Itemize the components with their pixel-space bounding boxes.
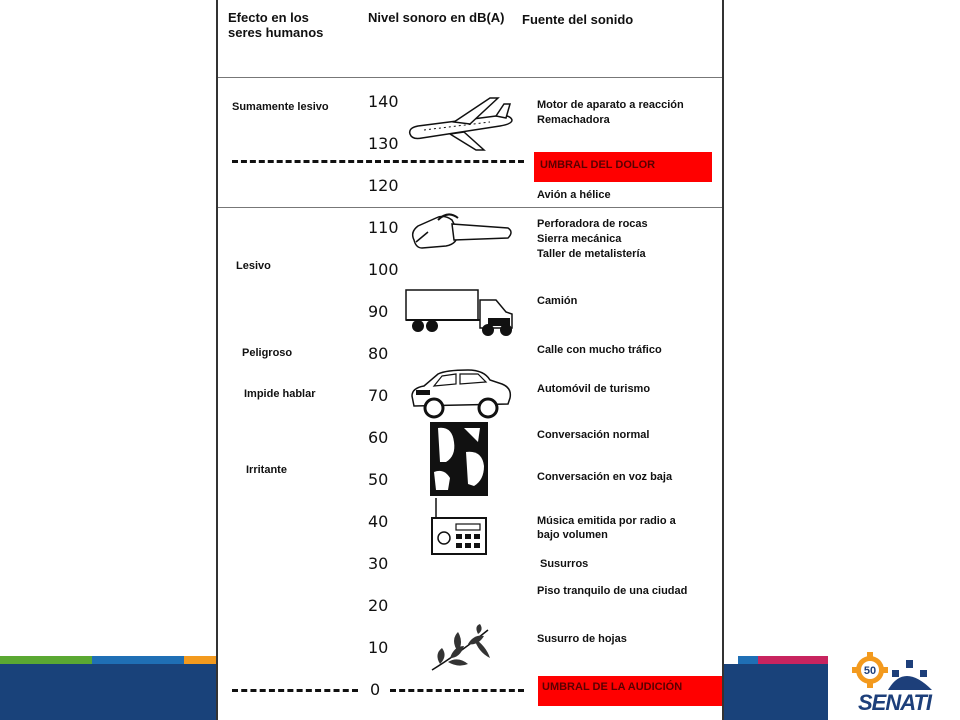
- logo-text: SENATI: [858, 690, 932, 715]
- threshold-hearing-box: [538, 676, 722, 706]
- senati-logo: [848, 650, 944, 716]
- stripe-green: [0, 656, 92, 664]
- stripe-orange: [184, 656, 216, 664]
- source-conversacion-normal: Conversación normal: [537, 429, 650, 441]
- stripe-blue: [92, 656, 184, 664]
- threshold-hearing-line-left: [232, 689, 358, 692]
- source-musica-line2: bajo volumen: [537, 529, 608, 541]
- source-conversacion-baja: Conversación en voz baja: [537, 471, 673, 483]
- effect-irritante: Irritante: [246, 464, 287, 476]
- source-hojas: Susurro de hojas: [537, 633, 627, 645]
- source-piso: Piso tranquilo de una ciudad: [537, 585, 688, 597]
- source-remachadora: Remachadora: [537, 114, 610, 126]
- threshold-hearing-label: UMBRAL DE LA AUDICIÓN: [542, 681, 683, 693]
- divider-header: [218, 77, 722, 78]
- threshold-pain-box: [534, 152, 712, 182]
- level-90: 90: [368, 302, 389, 321]
- source-camion: Camión: [537, 295, 578, 307]
- airplane-icon: [404, 94, 516, 152]
- truck-icon: [402, 284, 518, 340]
- divider-section: [218, 207, 722, 208]
- level-50: 50: [368, 470, 389, 489]
- source-musica-line1: Música emitida por radio a: [537, 515, 676, 527]
- threshold-pain-line: [232, 160, 524, 163]
- level-20: 20: [368, 596, 389, 615]
- level-0: 0: [370, 680, 381, 699]
- source-sierra: Sierra mecánica: [537, 233, 622, 245]
- source-automovil: Automóvil de turismo: [537, 383, 651, 395]
- conversation-icon: [430, 422, 488, 496]
- source-perforadora: Perforadora de rocas: [537, 218, 648, 230]
- header-level: Nivel sonoro en dB(A): [368, 10, 505, 25]
- level-100: 100: [368, 260, 399, 279]
- car-icon: [408, 366, 514, 420]
- source-avion-helice: Avión a hélice: [537, 189, 611, 201]
- threshold-hearing-line-right: [390, 689, 524, 692]
- chainsaw-icon: [408, 210, 516, 252]
- header-source: Fuente del sonido: [522, 12, 634, 27]
- level-40: 40: [368, 512, 389, 531]
- level-140: 140: [368, 92, 399, 111]
- level-110: 110: [368, 218, 399, 237]
- level-10: 10: [368, 638, 389, 657]
- noise-level-chart: [216, 0, 724, 720]
- level-30: 30: [368, 554, 389, 573]
- level-80: 80: [368, 344, 389, 363]
- leaves-icon: [428, 624, 494, 674]
- effect-sumamente-lesivo: Sumamente lesivo: [232, 101, 329, 113]
- effect-impide-hablar: Impide hablar: [244, 388, 316, 400]
- effect-peligroso: Peligroso: [242, 347, 293, 359]
- level-70: 70: [368, 386, 389, 405]
- stripe-navy-right: [724, 664, 828, 720]
- source-calle: Calle con mucho tráfico: [537, 344, 662, 356]
- stripe-magenta: [758, 656, 828, 664]
- stripe-blue-right: [738, 656, 758, 664]
- source-susurros: Susurros: [540, 558, 589, 570]
- source-taller: Taller de metalistería: [537, 248, 646, 260]
- source-motor-reaccion: Motor de aparato a reacción: [537, 99, 684, 111]
- logo-badge: 50: [863, 665, 877, 677]
- stripe-navy-left: [0, 664, 216, 720]
- level-130: 130: [368, 134, 399, 153]
- effect-lesivo: Lesivo: [236, 260, 271, 272]
- header-effect: Efecto en los seres humanos: [228, 10, 324, 40]
- level-60: 60: [368, 428, 389, 447]
- threshold-pain-label: UMBRAL DEL DOLOR: [540, 159, 656, 171]
- radio-icon: [430, 496, 488, 558]
- level-120: 120: [368, 176, 399, 195]
